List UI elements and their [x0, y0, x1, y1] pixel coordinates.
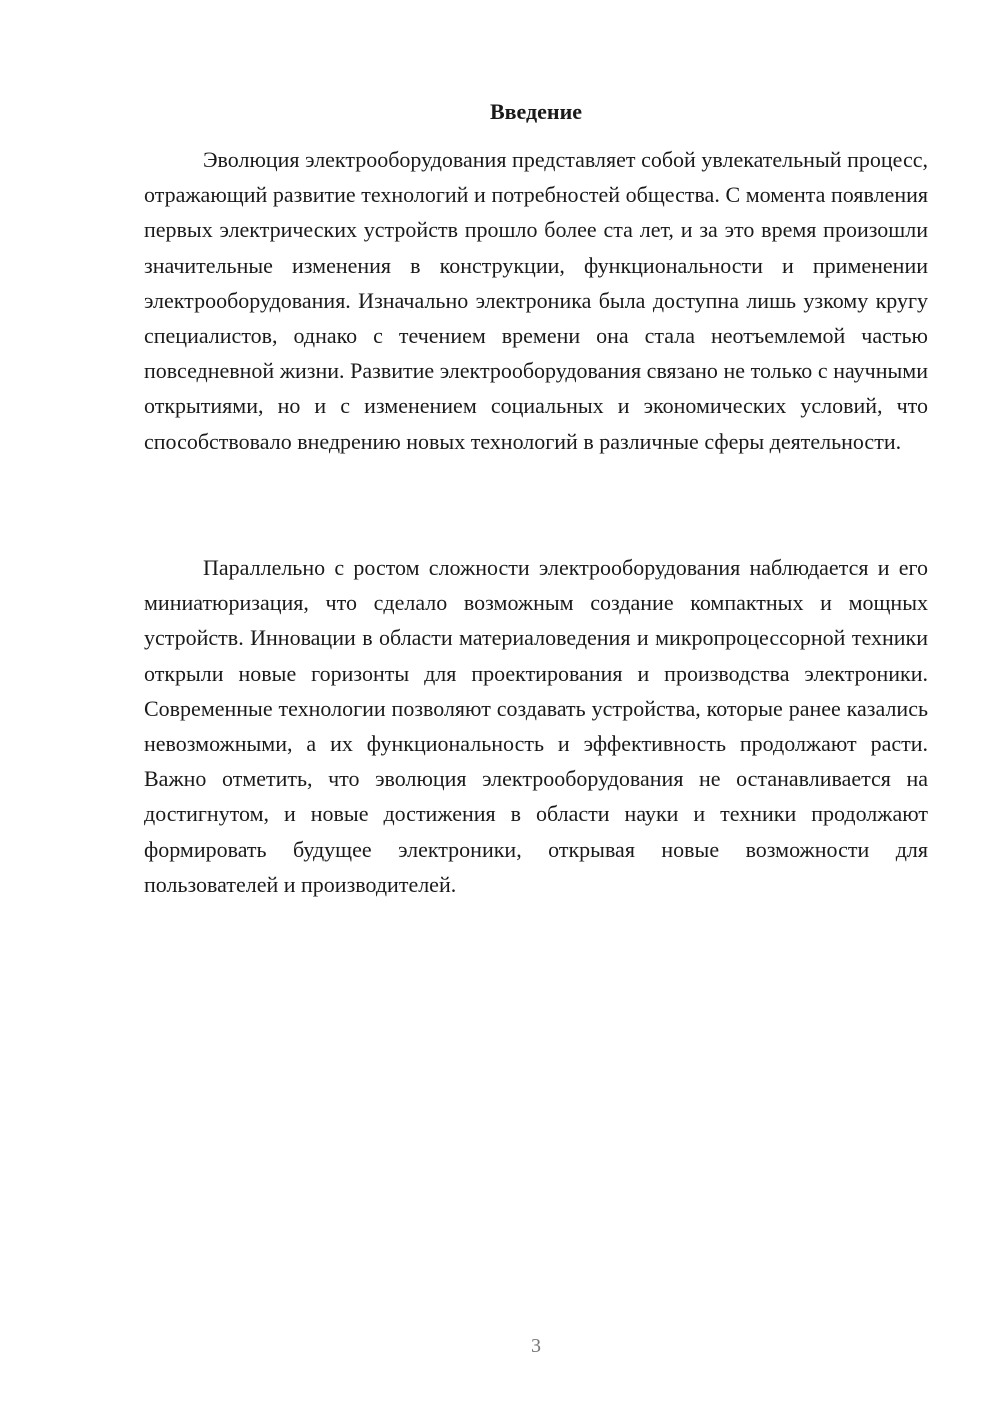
section-heading: Введение — [489, 99, 583, 124]
page-number: 3 — [531, 1335, 541, 1357]
paragraph-2: Параллельно с ростом сложности электрооборудования наблюдается и его миниатюризация, что сделало возможным создание компактных и мощных устройств. Инновации в области материаловедения и микропроцессорной техники открыли новые горизонты для проектирования и производства электроники. Современные технологии позволяют создавать устройства, которые ранее казались невозможными, а их функциональность и эффективность продолжают расти. Важно отметить, что эволюция электрооборудования не останавливается на достигнутом, и новые достижения в области науки и техники продолжают формировать будущее электроники, открывая новые возможности для пользователей и производителей. — [144, 555, 928, 897]
paragraph-1: Эволюция электрооборудования представляет собой увлекательный процесс, отражающий развитие технологий и потребностей общества. С момента появления первых электрических устройств прошло более ста лет, и за это время произошли значительные изменения в конструкции, функциональности и применении электрооборудования. Изначально электроника была доступна лишь узкому кругу специалистов, однако с течением времени она стала неотъемлемой частью повседневной жизни. Развитие электрооборудования связано не только с научными открытиями, но и с изменением социальных и экономических условий, что способствовало внедрению новых технологий в различные сферы деятельности. — [144, 147, 928, 454]
